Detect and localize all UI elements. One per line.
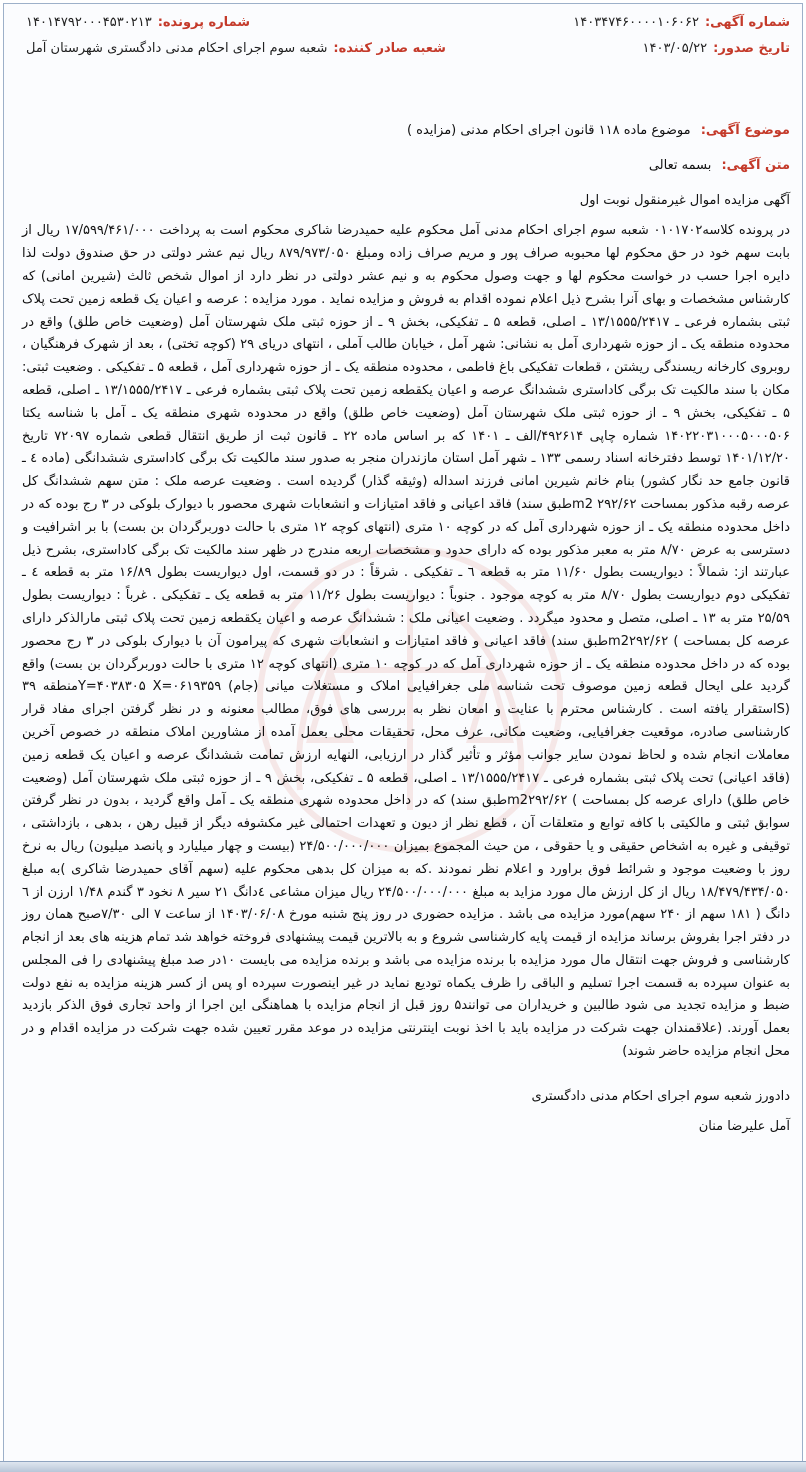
notice-header bbox=[16, 12, 790, 64]
subject-line bbox=[22, 120, 790, 143]
notice-content bbox=[22, 120, 790, 1142]
issuer-value: شعبه سوم اجرای احکام مدنی دادگستری شهرستان آمل bbox=[26, 41, 328, 56]
issue-date-label: تاریخ صدور: bbox=[713, 41, 790, 56]
subject-label: موضوع آگهی: bbox=[700, 123, 790, 138]
text-label-line bbox=[22, 155, 790, 178]
case-number-label: شماره پرونده: bbox=[157, 15, 251, 30]
case-number-value: ۱۴۰۱۴۷۹۲۰۰۰۴۵۳۰۲۱۳ bbox=[26, 15, 152, 30]
notice-body: در پرونده کلاسه۰۱۰۱۷۰۲ شعبه سوم اجرای احکام مدنی آمل محکوم علیه حمیدرضا شاکری محکوم است به پرداخت ۱۷/۵۹۹/۴۶۱/۰۰۰ ریال از بابت سهم خود در حق محکوم لها محبوبه صراف پور و مریم صراف زاده ومبلغ ۸۷۹/۹۷۳/۰۵۰ ریال نیم عشر دولتی در حق صندوق دولت لذا دایره اجرا حسب در خواست محکوم لها و جهت وصول محکوم به و نیم عشر دولتی در نظر دارد از اموال شخص ثالث (شیرین امانی) که کارشناس مشخصات و بهای آنرا بشرح ذیل اعلام نموده اقدام به فروش و مزایده نماید . مورد مزایده : عرصه و اعیان یک قطعه زمین تحت پلاک ثبتی بشماره فرعی ـ ۱۳/۱۵۵۵/۲۴۱۷ ـ اصلی، قطعه ۵ ـ تفکیکی، بخش ۹ ـ از حوزه ثبتی ملک شهرستان آمل (وضعیت خاص طلق) واقع در محدوده منطقه یک ـ از حوزه شهرداری آمل به نشانی: شهر آمل ، خیابان طالب آملی ، انتهای دریای ۲۹ (کوچه تختی) ، بعد از شهرک فرهنگیان ، روبروی کارخانه ریسندگی ریشتن ، قطعات تفکیکی باغ فاطمی ، محدوده منطقه یک ـ از حوزه شهرداری آمل ، قطعه ۵ ـ تفکیکی . وضعیت ثبتی: مکان با سند مالکیت تک برگی کاداستری ششدانگ عرصه و اعیان یکقطعه زمین تحت پلاک ثبتی بشماره فرعی ـ ۱۳/۱۵۵۵/۲۴۱۷ ـ اصلی، قطعه ۵ ـ تفکیکی، بخش ۹ ـ از حوزه ثبتی ملک شهرستان آمل (وضعیت خاص طلق) واقع در محدوده شهری منطقه یک ـ آمل با شناسه یکتا ۱۴۰۲۲۰۳۱۰۰۰۵۰۰۰۵۰۶ شماره چاپی ۴۹۲۶۱۴/الف ـ ۱۴۰۱ که بر اساس ماده ۲۲ ـ قانون ثبت از طریق انتقال قطعی شماره ۷۲۰۹۷ تاریخ ۱۴۰۱/۱۲/۲۰ توسط دفترخانه اسناد رسمی ۱۳۳ ـ شهر آمل استان مازندران منجر به صدور سند مالکیت تک برگی کاداستری ششدانگی (ماده ٤ ـ قانون جامع حد نگار کشور) بنام خانم شیرین امانی فرزند اسداله (وثیقه گذار) گردیده است . وضعیت عرصه ملک : متن سهم ششدانگ کل عرصه رقبه مذکور بمساحت m2 ۲۹۲/۶۲طبق سند) فاقد اعیانی و فاقد امتیازات و انشعابات شهری محصور با دیوارک بلوکی در ۳ رج بوده که در داخل محدوده منطقه یک ـ از حوزه شهرداری آمل که در کوچه ۱۰ متری (انتهای کوچه ۱۲ متری با حالت دوربرگردان بن بست) با بر اشرافیت و دسترسی به عرض ۸/۷۰ متر به معبر مذکور بوده که دارای حدود و مشخصات اربعه مندرج در ظهر سند مالکیت تک برگی کاداستری، بشرح ذیل عبارتند از: شمالاً : دیواریست بطول ۱۱/۶۰ متر به قطعه ٦ ـ تفکیکی . شرقاً : در دو قسمت، اول دیواریست بطول ۱۶/۸۹ متر به قطعه ٤ ـ تفکیکی دوم دیواریست بطول ۸/۷۰ متر به کوچه موجود . جنوباً : دیواریست بطول ۱۱/۲۶ متر به قطعه یک ـ تفکیکی . غرباً : دیواریست بطول ۲۵/۵۹ متر به ۱۳ ـ اصلی، متصل و محدود میگردد . وضعیت اعیانی ملک : ششدانگ عرصه و اعیان یکقطعه زمین تحت پلاک ثبتی مارالذکر دارای عرصه کل بمساحت ) m2۲۹۲/۶۲طبق سند) فاقد اعیانی و فاقد امتیازات و انشعابات شهری که پیرامون آن با دیوارک بلوکی در ۳ رج محصور بوده که در داخل محدوده منطقه یک ـ از حوزه شهرداری آمل که در کوچه ۱۰ متری (انتهای کوچه ۱۲ متری با حالت دوربرگردان بن بست) واقع گردید علی ایحال قطعه زمین موصوف تحت شناسه ملی جغرافیایی املاک و مستغلات میانی (جام) Y=۴۰۳۸۳۰۵ X=۰۶۱۹۳۵۹منطقه ۳۹ (Sاستقرار یافته است . کارشناس محترم با عنایت و امعان نظر به بررسی های فوق، مطالب معنونه و در نظر گرفتن اجرای مفاد قرار کارشناسی صادره، موقعیت جغرافیایی، وضعیت مکانی، عرف محل، تحقیقات محلی بعمل آمده از مشاورین املاک منطقه در خصوص آخرین معاملات انجام شده و لحاظ نمودن سایر جوانب مؤثر و تأثیر گذار در ارزیابی، النهایه ارزش تمامت ششدانگ عرصه و اعیان یک قطعه زمین (فاقد اعیانی) تحت پلاک ثبتی بشماره فرعی ـ ۱۳/۱۵۵۵/۲۴۱۷ ـ اصلی، قطعه ۵ ـ تفکیکی، بخش ۹ ـ از حوزه ثبتی ملک شهرستان آمل (وضعیت خاص طلق) دارای عرصه کل بمساحت ) m2۲۹۲/۶۲طبق سند) که در داخل محدوده شهری منطقه یک ـ آمل واقع گردید ، بدون در نظر گرفتن سوابق ثبتی و مالکیتی با کافه توابع و متعلقات آن ، قطع نظر از دیون و تعهدات احتمالی غیر مکشوفه دیگر از قبیل رهن ، بدهی ، بازداشتی ، توقیفی و غیره به اشخاص حقیقی و یا حقوقی ، من حیث المجموع بمیزان ۲۴/۵۰۰/۰۰۰/۰۰۰ (بیست و چهار میلیارد و پانصد میلیون) ریال به نرخ روز با وضعیت موجود و شرائط فوق براورد و اعلام نظر نمودند .که به میزان کل بدهی محکوم علیه (سهم آقای حمیدرضا شاکری )به مبلغ ۱۸/۴۷۹/۴۳۴/۰۵۰ ریال از کل ارزش مال مورد مزاید به مبلغ ۲۴/۵۰۰/۰۰۰/۰۰۰ ریال میزان مشاعی ٤دانگ ۲۱ سیر ۸ نخود ۳ گندم ۱/۴۸ ارزن از ٦ دانگ ( ۱۸۱ سهم از ۲۴۰ سهم)مورد مزایده می باشد . مزایده حضوری در روز پنج شنبه مورخ ۱۴۰۳/۰۶/۰۸ از ساعت ۷ الی ۷/۳۰صبح همان روز در دفتر اجرا بفروش برساند مزایده از قیمت پایه کارشناسی شروع و به بالاترین قیمت پیشنهادی فروخته خواهد شد تمام هزینه های بعد از انجام کارشناسی و فروش جهت انتقال مال مورد مزایده با برنده مزایده می باشد و برنده مزایده می بایست ۱۰در صد مبلغ پیشنهادی را فی المجلس به عنوان سپرده به قسمت اجرا تسلیم و الباقی را ظرف یکماه تودیع نماید در غیر اینصورت سپرده او پس از کسر هزینه مزایده به نفع دولت ضبط و مزایده تجدید می شود طالبین و خریداران می توانند۵ روز قبل از انجام مزایده با هماهنگی این اجرا از واحد تجاری فوق الذکر بازدید بعمل آورند. (علاقمندان جهت شرکت در مزایده باید با اخذ نوبت اینترنتی مزایده در موعد مقرر تعیین شده جهت شرکت در مزایده اقدام و در محل انجام مزایده حاضر شوند) bbox=[22, 223, 791, 1060]
signature-line-1: دادورز شعبه سوم اجرای احکام مدنی دادگستری bbox=[531, 1088, 790, 1104]
issue-date-field bbox=[643, 36, 790, 62]
notice-title: آگهی مزایده اموال غیرمنقول نوبت اول bbox=[579, 192, 790, 208]
issuer-label: شعبه صادر کننده: bbox=[333, 41, 446, 56]
signature-block bbox=[22, 1082, 790, 1142]
case-number-field bbox=[26, 10, 250, 36]
signature-line-2: آمل علیرضا منان bbox=[698, 1118, 790, 1134]
text-label: متن آگهی: bbox=[721, 157, 790, 173]
ad-number-value: ۱۴۰۳۴۷۴۶۰۰۰۰۱۰۶۰۶۲ bbox=[573, 15, 699, 30]
subject-value: موضوع ماده ۱۱۸ قانون اجرای احکام مدنی (مزایده ) bbox=[406, 123, 691, 138]
issuer-field bbox=[26, 36, 446, 62]
ad-number-label: شماره آگهی: bbox=[704, 15, 790, 30]
ad-number-field bbox=[573, 10, 790, 36]
bottom-scroll-strip bbox=[0, 1461, 806, 1472]
basmala: بسمه تعالی bbox=[648, 157, 712, 173]
issue-date-value: ۱۴۰۳/۰۵/۲۲ bbox=[642, 41, 708, 56]
